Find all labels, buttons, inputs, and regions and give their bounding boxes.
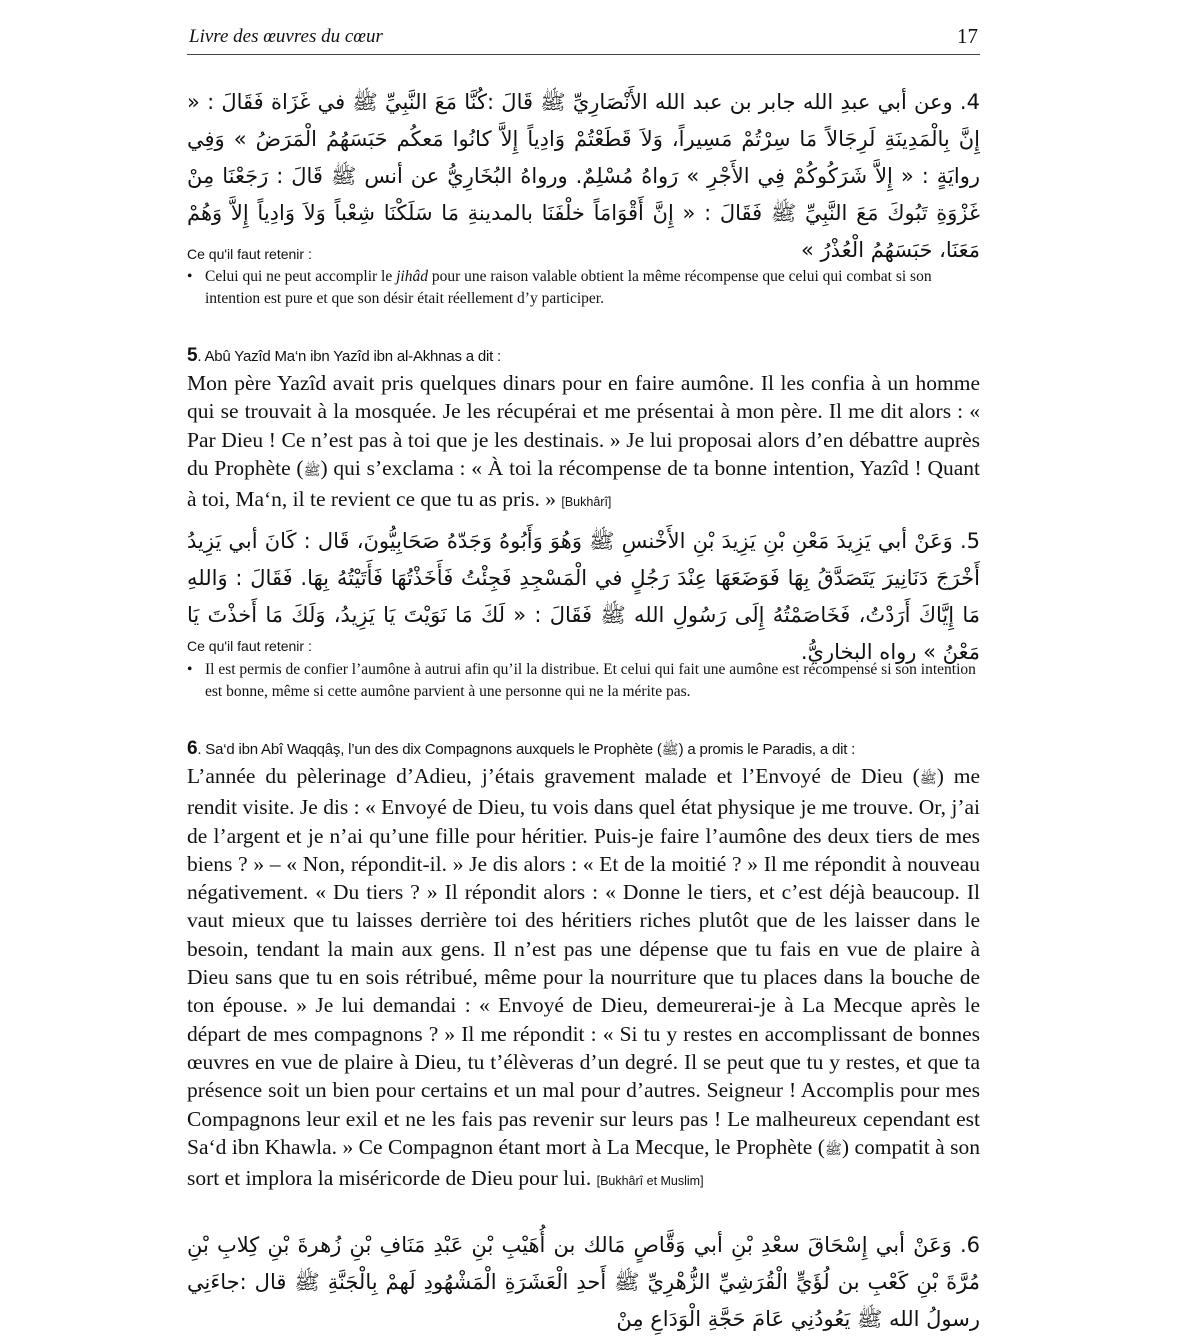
salawat-ligature-icon: ﷺ bbox=[824, 1141, 842, 1158]
bullet-text-pre: Celui qui ne peut accomplir le bbox=[205, 268, 397, 285]
hadith-5-heading bbox=[187, 345, 980, 367]
hadith-number: 6 bbox=[187, 738, 198, 759]
hadith-narrator-post: ) a promis le Paradis, a dit : bbox=[678, 741, 856, 758]
header-rule bbox=[187, 54, 980, 55]
salawat-ligature-icon: ﷺ bbox=[919, 771, 937, 787]
hadith-4-retenir-label: Ce qu'il faut retenir : bbox=[187, 246, 312, 262]
hadith-number: 5 bbox=[187, 345, 198, 366]
hadith-5-retenir-label: Ce qu'il faut retenir : bbox=[187, 638, 312, 654]
bullet-icon: • bbox=[187, 268, 193, 285]
salawat-ligature-icon: ﷺ bbox=[303, 462, 321, 479]
hadith-5-arabic: 5. وَعَنْ أبي يَزِيدَ مَعْنِ بْنِ يَزِيدَ بْنِ الأَخْنسِ ﷺ وَهُوَ وَأَبُوهُ وَجَدّهُ صَحَابِيُّونَ، قَال : كَانَ أبي يَزِيدُ أَخْرَجَ دَنَانِيرَ يَتَصَدَّقُ بِهَا فَوَضَعَهَا عِنْدَ رَجُلٍ في الْمَسْجِدِ فَجِئْتُ فَأَخَذْتُهَا فَأَتَيْتُهُ بِهَا. فَقَالَ : وَاللهِ مَا إِيَّاكَ أَرَدْتُ، فَخَاصَمْتُهُ إِلَى رَسُولِ الله ﷺ فَقَالَ : « لَكَ مَا نَوَيْتَ يَا يَزِيدُ، وَلَكَ مَا أَخذْتَ يَا مَعْنُ » رواه البخاريُّ. bbox=[187, 529, 980, 664]
bullet-text: Il est permis de confier l’aumône à autrui afin qu’il la distribue. Et celui qui fait une aumône est récompensé si son intention est bonne, même si cette aumône parvient à une personne qui ne la mérite pas. bbox=[205, 661, 976, 700]
hadith-4-arabic: 4. وعن أبي عبدِ الله جابر بن عبد الله الأَنْصَارِيِّ ﷺ قَالَ :كُنَّا مَعَ النَّبِيِّ ﷺ في غَزَاة فَقَالَ : « إِنَّ بِالْمَدِينَةِ لَرِجَالاً مَا سِرْتُمْ مَسِيراً، وَلاَ قَطَعْتُمْ وَادِياً إِلاَّ كانُوا مَعكُم حَبَسَهُمُ الْمَرَضُ » وَفِي روايَةٍ : « إِلاَّ شَرَكُوكُمْ فِي الأَجْرِ » رَواهُ مُسْلِمٌ. ورواهُ البُخَارِيُّ عن أنس ﷺ قَالَ : رَجَعْنَا مِنْ غَزْوَةِ تَبُوكَ مَعَ النَّبِيِّ ﷺ فَقَالَ : « إِنَّ أَقْوَامَاً خلْفَنَا بالمدينةِ مَا سَلَكْنَا شِعْباً وَلاَ وَادِياً إِلاَّ وَهُمْ مَعَنَا، حَبَسَهُمُ الْعُذْرُ » bbox=[187, 90, 980, 262]
bullet-text-emphasis: jihâd bbox=[396, 268, 428, 285]
text-segment: ) me rendit visite. Je dis : « Envoyé de Dieu, tu vois dans quel état physique je me trouve. Or, j’ai de l’argent et je n’ai qu’une fille pour héritier. Puis-je faire l’aumône des deux tiers de mes biens ? » – « Non, répondit-il. » Je dis alors : « Et de la moitié ? » Il me répondit à nouveau négativement. « Du tiers ? » Il répondit alors : « Donne le tiers, et c’est déjà beaucoup. Il vaut mieux que tu laisses derrière toi des héritiers riches plutôt que de les laisser dans le besoin, tendant la main aux gens. Il n’est pas une dépense que tu fais en vue de plaire à Dieu sans que tu en sois rétribué, même pour la nourriture que tu places dans la bouche de ton épouse. » Je lui demandai : « Envoyé de Dieu, demeurerai-je à La Mecque après le départ de mes compagnons ? » Il me répondit : « Si tu y restes en accomplissant de bonnes œuvres en vue de plaire à Dieu, tu t’élèveras d’un degré. Il se peut que tu y restes, et que ta présence soit un bien pour certains et un mal pour d’autres. Seigneur ! Accomplis pour mes Compagnons leur exil et ne les fais pas revenir sur leurs pas ! Le malheureux cependant est Sa‘d ibn Khawla. » Ce Compagnon étant mort à La Mecque, le Prophète ( bbox=[187, 764, 980, 1159]
running-title: Livre des œuvres du cœur bbox=[189, 26, 383, 47]
text-segment: ) qui s’exclama : « À toi la récompense de ta bonne intention, Yazîd ! Quant à toi, Ma‘n, il te revient ce que tu as pris. » bbox=[187, 455, 980, 512]
hadith-5-retenir-bullet bbox=[187, 659, 980, 703]
hadith-6-heading bbox=[187, 738, 980, 761]
hadith-6-arabic: 6. وَعَنْ أبي إِسْحَاقَ سعْدِ بْنِ أبي وَقَّاصٍ مَالك بن أُهَيْبِ بْنِ عَبْدِ مَنَافِ بْنِ زُهرةَ بْنِ كِلابِ بْنِ مُرَّةَ بْنِ كَعْبِ بن لُؤَيٍّ الْقُرَشِيِّ الزُّهْرِيِّ ﷺ أَحدِ الْعَشَرَةِ الْمَشْهُودِ لَهمْ بِالْجَنَّةِ ﷺ قال :جاءَنِي رسولُ الله ﷺ يَعُودُنِي عَامَ حَجَّةِ الْوَدَاعِ مِنْ bbox=[187, 1233, 980, 1331]
text-segment: ) compatit à son sort et implora la miséricorde de Dieu pour lui. bbox=[187, 1134, 980, 1191]
hadith-4-retenir-bullet bbox=[187, 266, 980, 310]
bullet-icon: • bbox=[187, 661, 193, 678]
text-segment: Mon père Yazîd avait pris quelques dinars pour en faire aumône. Il les confia à un homme qui se trouvait à la mosquée. Je les récupérai et me présentai à mon père. Il me dit alors : « Par Dieu ! Ce n’est pas à toi que je les destinais. » Je lui proposai alors d’en débattre auprès du Prophète ( bbox=[187, 371, 980, 480]
salawat-ligature-icon: ﷺ bbox=[661, 742, 679, 758]
hadith-6-french-text bbox=[187, 762, 980, 1195]
bullet-text-post: pour une raison valable obtient la même récompense que celui qui combat si son intention est pure et que son désir était réellement d’y participer. bbox=[205, 268, 932, 307]
hadith-narrator-pre: . Sa‘d ibn Abî Waqqâş, l’un des dix Compagnons auxquels le Prophète ( bbox=[197, 741, 662, 758]
text-segment: L’année du pèlerinage d’Adieu, j’étais gravement malade et l’Envoyé de Dieu ( bbox=[187, 764, 920, 788]
page-number: 17 bbox=[957, 24, 978, 48]
hadith-narrator: . Abû Yazîd Ma‘n ibn Yazîd ibn al-Akhnas a dit : bbox=[197, 348, 502, 365]
source-reference: [Bukhârî] bbox=[561, 495, 612, 510]
hadith-5-french-text bbox=[187, 369, 980, 516]
source-reference: [Bukhârî et Muslim] bbox=[596, 1174, 704, 1189]
running-header bbox=[187, 24, 980, 54]
